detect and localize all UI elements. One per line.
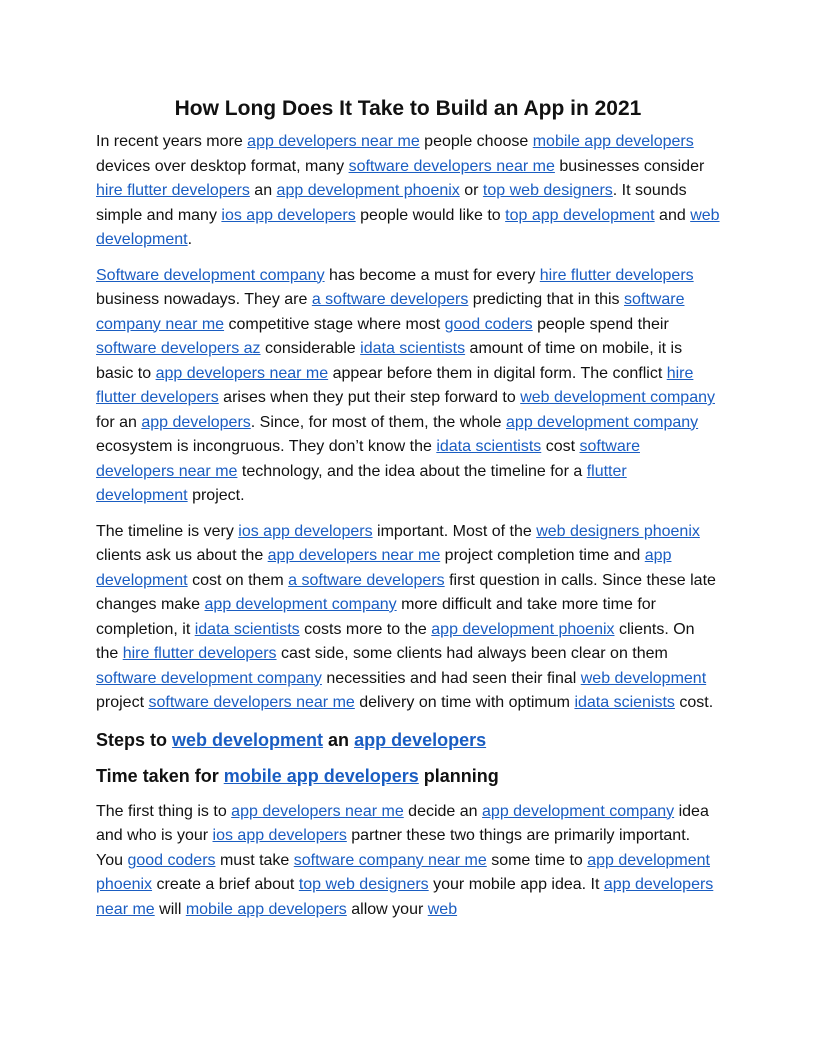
text-run: business nowadays. They are — [96, 291, 312, 308]
inline-link[interactable]: app developers near me — [247, 133, 420, 150]
inline-link[interactable]: ios app developers — [238, 522, 373, 540]
inline-link[interactable]: web development — [172, 729, 324, 750]
text-run: cast side, some clients had always been clear on them — [276, 645, 668, 662]
inline-link[interactable]: app developers — [141, 413, 251, 431]
text-run: idea and who is your — [96, 802, 709, 844]
inline-link[interactable]: app development phoenix — [276, 182, 460, 199]
text-run: and — [654, 206, 691, 224]
text-run: Steps to — [96, 729, 173, 750]
inline-link[interactable]: app developers near me — [231, 802, 404, 820]
inline-link[interactable]: idata scientists — [360, 340, 466, 357]
inline-link[interactable]: hire flutter developers — [539, 266, 694, 284]
inline-link[interactable]: web development company — [520, 389, 715, 406]
inline-link[interactable]: a software developers — [288, 571, 445, 589]
inline-link[interactable]: app development company — [204, 596, 397, 613]
text-run: ecosystem is incongruous. They don’t know the — [96, 438, 437, 455]
inline-link[interactable]: software developers near me — [348, 157, 555, 175]
inline-link[interactable]: idata scientists — [436, 438, 542, 455]
inline-link[interactable]: software company near me — [96, 291, 685, 333]
inline-link[interactable]: software company near me — [293, 851, 487, 869]
text-run: . — [187, 231, 193, 248]
inline-link[interactable]: web development — [96, 206, 720, 248]
text-run: cost — [541, 438, 580, 455]
text-run: partner these two things are primarily important. You — [96, 827, 691, 869]
text-run: delivery on time with optimum — [354, 694, 575, 711]
text-run: project — [96, 694, 149, 711]
paragraph-4 — [96, 800, 720, 923]
text-run: The timeline is very — [96, 522, 239, 540]
text-run: costs more to the — [299, 620, 432, 638]
section-heading-1 — [96, 728, 720, 752]
inline-link[interactable]: app development company — [482, 802, 675, 820]
text-run: first question in calls. Since these late changes make — [96, 571, 716, 613]
text-run: technology, and the idea about the timeline for a — [237, 462, 587, 480]
text-run: devices over desktop format, many — [96, 157, 349, 175]
text-run: people choose — [419, 133, 533, 150]
inline-link[interactable]: software developers near me — [148, 694, 355, 711]
text-run: important. Most of the — [372, 522, 537, 540]
inline-link[interactable]: app development company — [506, 413, 699, 431]
text-run: project. — [187, 487, 245, 504]
inline-link[interactable]: app developers near me — [155, 364, 329, 382]
text-run: must take — [215, 851, 294, 869]
inline-link[interactable]: ios app developers — [212, 827, 347, 844]
text-run: clients. On the — [96, 620, 695, 662]
text-run: your mobile app idea. It — [428, 876, 604, 893]
text-run: will — [154, 900, 186, 918]
inline-link[interactable]: app development phoenix — [431, 620, 615, 638]
text-run: appear before them in digital form. The conflict — [328, 364, 667, 382]
text-run: businesses consider — [554, 157, 705, 175]
inline-link[interactable]: top app development — [505, 206, 655, 224]
inline-link[interactable]: web designers phoenix — [536, 522, 700, 540]
text-run: In recent years more — [96, 133, 248, 150]
text-run: people would like to — [355, 206, 506, 224]
paragraph-2 — [96, 264, 720, 509]
text-run: allow your — [346, 900, 428, 918]
text-run: planning — [418, 765, 499, 786]
text-run: project completion time and — [440, 547, 645, 564]
inline-link[interactable]: app developers near me — [267, 547, 441, 564]
inline-link[interactable]: web development — [580, 669, 707, 687]
text-run: cost. — [674, 694, 714, 711]
text-run: cost on them — [187, 571, 289, 589]
text-run: competitive stage where most — [224, 315, 445, 333]
text-run: some time to — [486, 851, 588, 869]
inline-link[interactable]: web — [427, 900, 458, 918]
inline-link[interactable]: software developers near me — [96, 438, 640, 480]
text-run: predicting that in this — [468, 291, 624, 308]
text-run: necessities and had seen their final — [321, 669, 581, 687]
text-run: considerable — [260, 340, 361, 357]
text-run: create a brief about — [152, 876, 299, 893]
inline-link[interactable]: app development phoenix — [96, 851, 710, 893]
inline-link[interactable]: a software developers — [311, 291, 469, 308]
text-run: clients ask us about the — [96, 547, 268, 564]
text-run: Time taken for — [96, 765, 224, 786]
inline-link[interactable]: idata scienists — [574, 694, 675, 711]
text-run: . It sounds simple and many — [96, 182, 687, 224]
inline-link[interactable]: top web designers — [298, 876, 429, 893]
paragraph-3 — [96, 520, 720, 716]
inline-link[interactable]: software development company — [96, 669, 322, 687]
inline-link[interactable]: mobile app developers — [532, 133, 694, 150]
inline-link[interactable]: mobile app developers — [223, 765, 419, 786]
inline-link[interactable]: Software development company — [96, 266, 325, 284]
inline-link[interactable]: idata scientists — [194, 620, 300, 638]
document-body — [96, 96, 720, 933]
inline-link[interactable]: hire flutter developers — [122, 645, 277, 662]
inline-link[interactable]: app developers — [354, 729, 487, 750]
text-run: . Since, for most of them, the whole — [250, 413, 507, 431]
inline-link[interactable]: hire flutter developers — [96, 182, 250, 199]
text-run: decide an — [403, 802, 483, 820]
inline-link[interactable]: app developers near me — [96, 876, 714, 918]
inline-link[interactable]: software developers az — [96, 340, 261, 357]
text-run: an — [323, 729, 355, 750]
inline-link[interactable]: good coders — [444, 315, 533, 333]
inline-link[interactable]: flutter development — [96, 462, 627, 504]
text-run: people spend their — [532, 315, 669, 333]
inline-link[interactable]: top web designers — [482, 182, 613, 199]
inline-link[interactable]: good coders — [127, 851, 216, 869]
text-run: or — [459, 182, 483, 199]
text-run: has become a must for every — [324, 266, 540, 284]
text-run: an — [249, 182, 277, 199]
text-run: arises when they put their step forward to — [218, 389, 521, 406]
text-run: The first thing is to — [96, 802, 232, 820]
inline-link[interactable]: app development — [96, 547, 672, 589]
text-run: more difficult and take more time for completion, it — [96, 596, 657, 638]
inline-link[interactable]: mobile app developers — [185, 900, 347, 918]
inline-link[interactable]: ios app developers — [221, 206, 356, 224]
paragraph-1 — [96, 130, 720, 253]
page-title: How Long Does It Take to Build an App in 2021 — [174, 97, 642, 120]
text-run: amount of time on mobile, it is basic to — [96, 340, 683, 382]
text-run: for an — [96, 413, 142, 431]
inline-link[interactable]: hire flutter developers — [96, 364, 694, 406]
section-heading-2 — [96, 764, 720, 788]
